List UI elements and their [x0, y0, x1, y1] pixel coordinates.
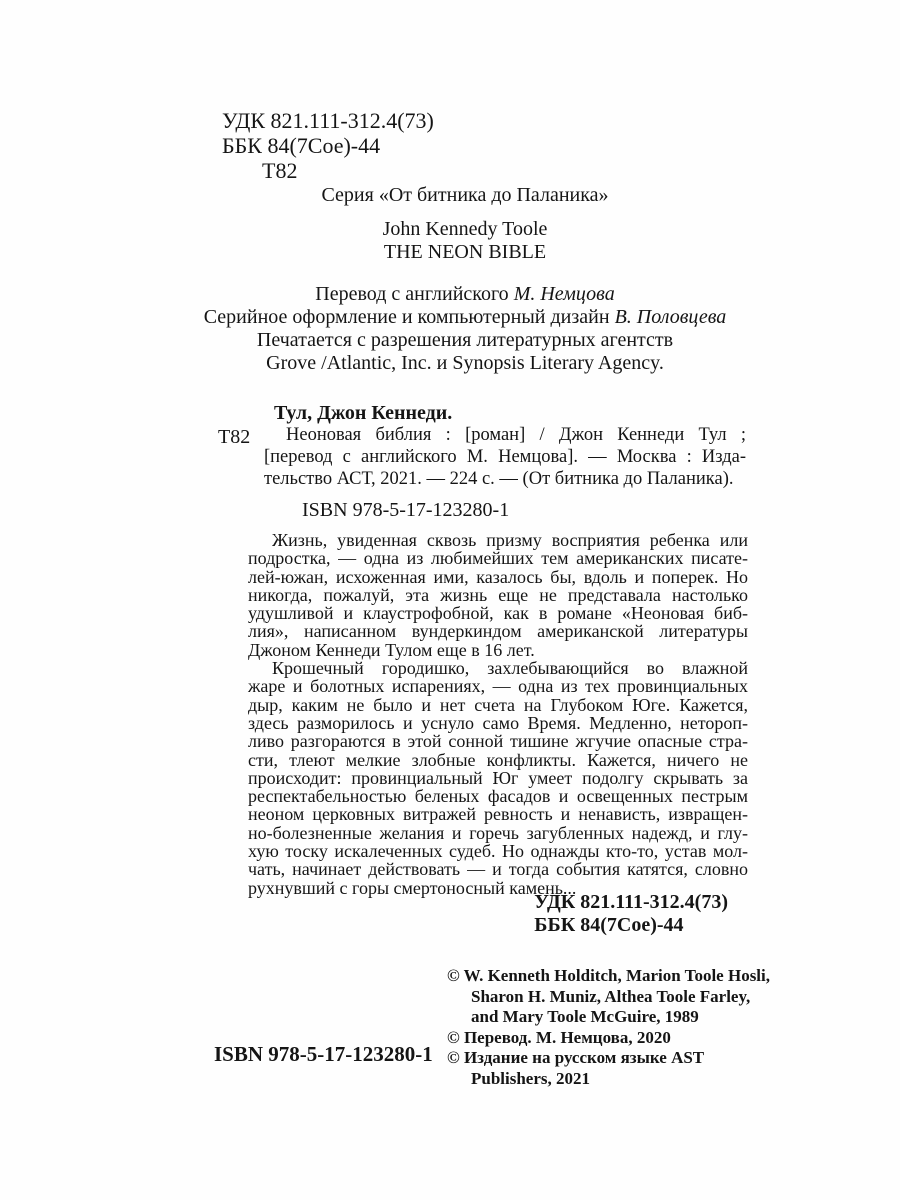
annotation-line: но-болезненные желания и горечь загубленных надежд, и глу-: [248, 822, 748, 843]
annotation-line: рухнувший с горы смертоносный камень...: [248, 877, 577, 898]
udk-code-top: УДК 821.111-312.4(73): [222, 108, 434, 133]
original-author: John Kennedy Toole: [382, 218, 548, 240]
annotation-line: подростка, — одна из любимейших тем американских писате-: [248, 548, 748, 569]
copyright-line: © Перевод. М. Немцова, 2020: [447, 1027, 671, 1047]
copyright-line: and Mary Toole McGuire, 1989: [471, 1007, 699, 1026]
annotation-line: никогда, пожалуй, эта жизнь еще не представала настолько: [248, 584, 748, 605]
bbk-code-top: ББК 84(7Сое)-44: [222, 133, 381, 158]
udk-code-bottom: УДК 821.111-312.4(73): [534, 891, 728, 913]
permission-line-2: Grove /Atlantic, Inc. и Synopsis Literary Agency.: [266, 352, 664, 374]
designer-name: В. Половцева: [614, 306, 727, 328]
translation-credit: [185, 283, 745, 306]
annotation-line: Крошечный городишко, захлебывающийся во влажной: [272, 658, 748, 679]
catalog-card-description: [264, 425, 746, 490]
copyright-line: Sharon H. Muniz, Althea Toole Farley,: [471, 986, 751, 1006]
annotation-line: хую тоску искалеченных судеб. Но однажды кто-то, устав мол-: [248, 841, 748, 862]
catalog-card-author: Тул, Джон Кеннеди.: [274, 402, 453, 424]
cataloging-codes-top: [222, 108, 434, 183]
annotation-line: жаре и болотных испарениях, — одна из тех провинциальных: [248, 676, 748, 697]
catalog-card-code: Т82: [218, 426, 251, 448]
annotation-line: неоном церковных витражей ревность и ненависть, извращен-: [248, 804, 748, 825]
bbk-code-bottom: ББК 84(7Сое)-44: [534, 913, 684, 936]
cataloging-codes-bottom: [534, 891, 728, 936]
annotation-line: Джоном Кеннеди Тулом еще в 16 лет.: [248, 639, 535, 660]
translation-credit-prefix: Перевод с английского: [315, 283, 514, 305]
annotation-block: [248, 531, 748, 897]
annotation-line: ливо разгораются в этой сонной тишине жгучие опасные стра-: [248, 731, 748, 752]
annotation-line: Жизнь, увиденная сквозь призму восприятия ребенка или: [272, 530, 748, 550]
series-line: Серия «От битника до Паланика»: [321, 184, 609, 206]
annotation-line: лия», написанном вундеркиндом американской литературы: [248, 621, 748, 642]
catalog-card-line: [перевод с английского М. Немцова]. — Москва : Изда-: [264, 446, 746, 467]
original-title: THE NEON BIBLE: [383, 241, 547, 263]
design-credit-prefix: Серийное оформление и компьютерный дизайн: [203, 306, 615, 328]
annotation-line: происходит: провинциальный Юг умеет подолгу скрывать за: [248, 767, 748, 788]
annotation-line: здесь разморилось и уснуло само Время. Медленно, нетороп-: [248, 712, 748, 733]
annotation-line: сти, тлеют мелкие злобные конфликты. Кажется, ничего не: [248, 749, 748, 770]
annotation-line: дыр, каким не было и нет счета на Глубоком Юге. Кажется,: [248, 694, 748, 715]
catalog-card-line: Неоновая библия : [роман] / Джон Кеннеди Тул ;: [286, 425, 746, 445]
copyright-block: [447, 966, 770, 1089]
annotation-line: респектабельностью беленых фасадов и освещенных пестрым: [248, 786, 748, 807]
annotation-line: удушливой и клаустрофобной, как в романе «Неоновая биб-: [248, 603, 748, 624]
annotation-line: лей-южан, исхоженная ими, казалось бы, вдоль и поперек. Но: [248, 566, 748, 587]
isbn-catalog-card: ISBN 978-5-17-123280-1: [302, 499, 510, 521]
copyright-line: © Издание на русском языке AST: [447, 1048, 705, 1067]
catalog-card-line: тельство АСТ, 2021. — 224 с. — (От битника до Паланика).: [264, 468, 734, 489]
annotation-line: чать, начинает действовать — и тогда события катятся, словно: [248, 859, 748, 880]
original-title-block: [185, 218, 745, 264]
design-credit: [185, 306, 745, 329]
copyright-line: © W. Kenneth Holditch, Marion Toole Hosli,: [447, 966, 770, 985]
copyright-line: Publishers, 2021: [471, 1068, 591, 1088]
credits-block: [185, 283, 745, 375]
permission-line-1: Печатается с разрешения литературных агентств: [256, 329, 674, 351]
translator-name: М. Немцова: [513, 283, 615, 305]
author-sign-code: Т82: [262, 158, 298, 183]
isbn-bottom: ISBN 978-5-17-123280-1: [214, 1042, 433, 1066]
